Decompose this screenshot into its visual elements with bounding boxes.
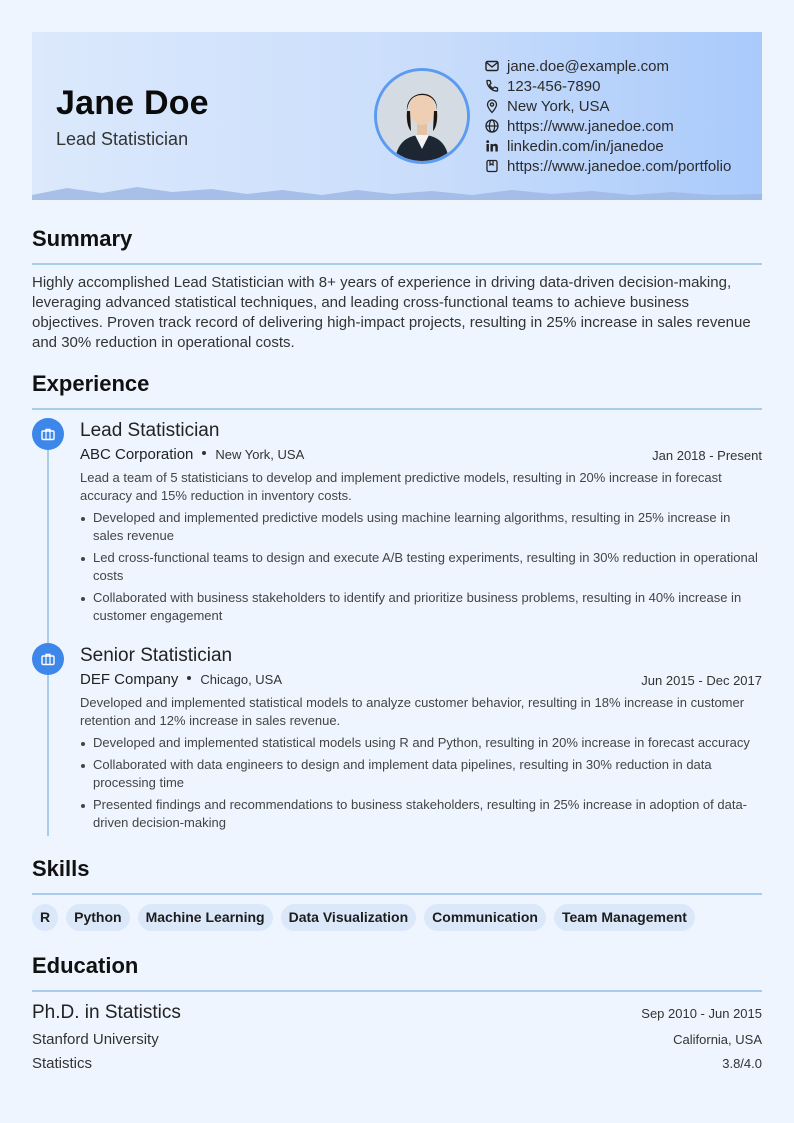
education-location: California, USA bbox=[673, 1032, 762, 1047]
job-achievements bbox=[80, 509, 762, 625]
job-company: DEF Company bbox=[80, 671, 179, 688]
candidate-title: Lead Statistician bbox=[56, 129, 189, 149]
job-company: ABC Corporation bbox=[80, 446, 194, 463]
skills-divider bbox=[32, 893, 762, 895]
achievement-item: Collaborated with data engineers to design and implement data pipelines, resulting in 30% reduction in data processing time bbox=[80, 756, 762, 792]
job-entry bbox=[80, 420, 762, 629]
contact-portfolio-text: https://www.janedoe.com/portfolio bbox=[507, 157, 732, 175]
portfolio-icon bbox=[484, 158, 500, 174]
contact-portfolio[interactable] bbox=[484, 156, 731, 176]
summary-divider bbox=[32, 263, 762, 265]
experience-heading: Experience bbox=[32, 371, 150, 396]
achievement-item: Collaborated with business stakeholders to identify and prioritize business problems, resulting in 40% increase in customer engagement bbox=[80, 589, 762, 625]
education-gpa: 3.8/4.0 bbox=[722, 1056, 762, 1071]
briefcase-icon bbox=[40, 651, 56, 667]
job-entry bbox=[80, 645, 762, 836]
education-heading: Education bbox=[32, 953, 139, 978]
summary-heading: Summary bbox=[32, 226, 133, 251]
job-marker bbox=[32, 643, 64, 675]
separator-dot bbox=[187, 676, 191, 680]
resume-header bbox=[32, 32, 762, 200]
contact-linkedin-text: linkedin.com/in/janedoe bbox=[507, 137, 664, 155]
job-title: Lead Statistician bbox=[80, 420, 220, 441]
experience-timeline bbox=[47, 432, 49, 836]
contact-phone[interactable] bbox=[484, 76, 731, 96]
location-icon bbox=[484, 98, 500, 114]
skill-tag: Data Visualization bbox=[281, 904, 417, 931]
achievement-item: Developed and implemented statistical models using R and Python, resulting in 20% increase in forecast accuracy bbox=[80, 734, 762, 752]
avatar bbox=[374, 68, 470, 164]
achievement-item: Led cross-functional teams to design and execute A/B testing experiments, resulting in 30% reduction in operational costs bbox=[80, 549, 762, 585]
achievement-item: Presented findings and recommendations to business stakeholders, resulting in 25% increase in adoption of data-driven decision-making bbox=[80, 796, 762, 832]
education-dates: Sep 2010 - Jun 2015 bbox=[641, 1006, 762, 1021]
candidate-name: Jane Doe bbox=[56, 84, 209, 122]
education-school: Stanford University bbox=[32, 1031, 159, 1048]
contact-email-text: jane.doe@example.com bbox=[507, 57, 669, 75]
job-description: Developed and implemented statistical models to analyze customer behavior, resulting in 18% increase in customer retention and 12% increase in sales revenue. bbox=[80, 695, 745, 728]
mail-icon bbox=[484, 58, 500, 74]
job-meta bbox=[80, 671, 762, 693]
globe-icon bbox=[484, 118, 500, 134]
linkedin-icon bbox=[484, 138, 500, 154]
contact-phone-text: 123-456-7890 bbox=[507, 77, 601, 95]
contact-website-text: https://www.janedoe.com bbox=[507, 117, 674, 135]
education-degree: Ph.D. in Statistics bbox=[32, 1002, 181, 1023]
education-field: Statistics bbox=[32, 1055, 93, 1072]
skill-tag: Team Management bbox=[554, 904, 695, 931]
header-wave-decoration bbox=[32, 184, 762, 200]
job-location: New York, USA bbox=[215, 447, 305, 462]
contact-location bbox=[484, 96, 731, 116]
experience-divider bbox=[32, 408, 762, 410]
skills-heading: Skills bbox=[32, 856, 90, 881]
contact-email[interactable] bbox=[484, 56, 731, 76]
job-title: Senior Statistician bbox=[80, 645, 233, 666]
job-marker bbox=[32, 418, 64, 450]
contact-list bbox=[484, 56, 731, 176]
job-dates: Jun 2015 - Dec 2017 bbox=[641, 673, 762, 688]
contact-linkedin[interactable] bbox=[484, 136, 731, 156]
briefcase-icon bbox=[40, 426, 56, 442]
achievement-item: Developed and implemented predictive models using machine learning algorithms, resulting in 25% increase in sales revenue bbox=[80, 509, 762, 545]
job-dates: Jan 2018 - Present bbox=[652, 448, 762, 463]
contact-location-text: New York, USA bbox=[507, 97, 610, 115]
skills-list bbox=[32, 904, 703, 931]
education-divider bbox=[32, 990, 762, 992]
summary-text: Highly accomplished Lead Statistician with 8+ years of experience in driving data-driven decision-making, leveraging advanced statistical techniques, and leading cross-functional teams to achieve business objectives. Proven track record of delivering high-impact projects, resulting in 25% increase in sales revenue and 30% reduction in operational costs. bbox=[32, 274, 751, 351]
skill-tag: Machine Learning bbox=[138, 904, 273, 931]
skill-tag: Communication bbox=[424, 904, 546, 931]
skill-tag: R bbox=[32, 904, 58, 931]
phone-icon bbox=[484, 78, 500, 94]
job-location: Chicago, USA bbox=[200, 672, 283, 687]
skill-tag: Python bbox=[66, 904, 129, 931]
separator-dot bbox=[202, 451, 206, 455]
job-description: Lead a team of 5 statisticians to develop and implement predictive models, resulting in 20% increase in forecast accuracy and 15% reduction in inventory costs. bbox=[80, 470, 722, 503]
job-meta bbox=[80, 446, 762, 468]
contact-website[interactable] bbox=[484, 116, 731, 136]
job-achievements bbox=[80, 734, 762, 832]
